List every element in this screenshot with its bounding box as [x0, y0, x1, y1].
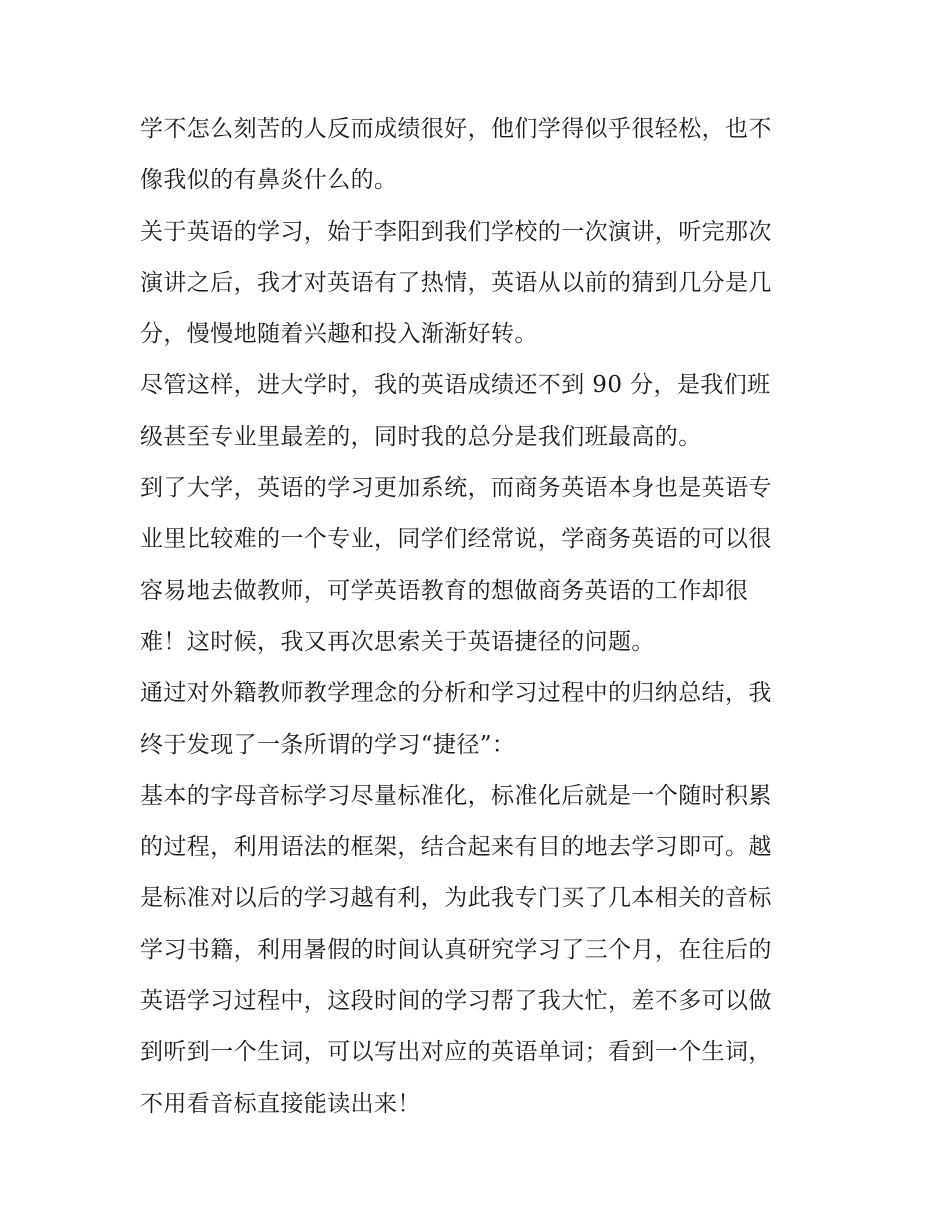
- text-line: 难！这时候，我又再次思索关于英语捷径的问题。: [140, 628, 655, 655]
- text-line: 是标准对以后的学习越有利，为此我专门买了几本相关的音标: [140, 885, 772, 912]
- text-line: 学不怎么刻苦的人反而成绩很好，他们学得似乎很轻松，也不: [140, 116, 772, 142]
- text-line: 不用看音标直接能读出来！: [140, 1090, 421, 1117]
- document-body: [140, 104, 816, 1130]
- text-line: 演讲之后，我才对英语有了热情，英语从以前的猜到几分是几: [140, 269, 772, 296]
- text-line: 英语学习过程中，这段时间的学习帮了我大忙，差不多可以做: [140, 988, 772, 1015]
- text-line: 尽管这样，进大学时，我的英语成绩还不到 90 分，是我们班: [140, 372, 771, 399]
- text-line: 分，慢慢地随着兴趣和投入渐渐好转。: [140, 321, 538, 348]
- text-line: 到了大学，英语的学习更加系统，而商务英语本身也是英语专: [140, 475, 772, 502]
- text-line: 关于英语的学习，始于李阳到我们学校的一次演讲，听完那次: [140, 218, 772, 245]
- text-line: 的过程，利用语法的框架，结合起来有目的地去学习即可。越: [140, 834, 772, 861]
- text-line: 通过对外籍教师教学理念的分析和学习过程中的归纳总结，我: [140, 680, 772, 707]
- text-line: 到听到一个生词，可以写出对应的英语单词；看到一个生词，: [140, 1039, 772, 1066]
- text-line: 学习书籍，利用暑假的时间认真研究学习了三个月，在往后的: [140, 936, 772, 963]
- text-line: 容易地去做教师，可学英语教育的想做商务英语的工作却很: [140, 577, 749, 604]
- text-line: 级甚至专业里最差的，同时我的总分是我们班最高的。: [140, 423, 702, 450]
- text-line: 业里比较难的一个专业，同学们经常说，学商务英语的可以很: [140, 526, 772, 553]
- text-line: 基本的字母音标学习尽量标准化，标准化后就是一个随时积累: [140, 782, 772, 809]
- text-line: 像我似的有鼻炎什么的。: [140, 167, 398, 194]
- text-line: 终于发现了一条所谓的学习“捷径”：: [140, 731, 516, 758]
